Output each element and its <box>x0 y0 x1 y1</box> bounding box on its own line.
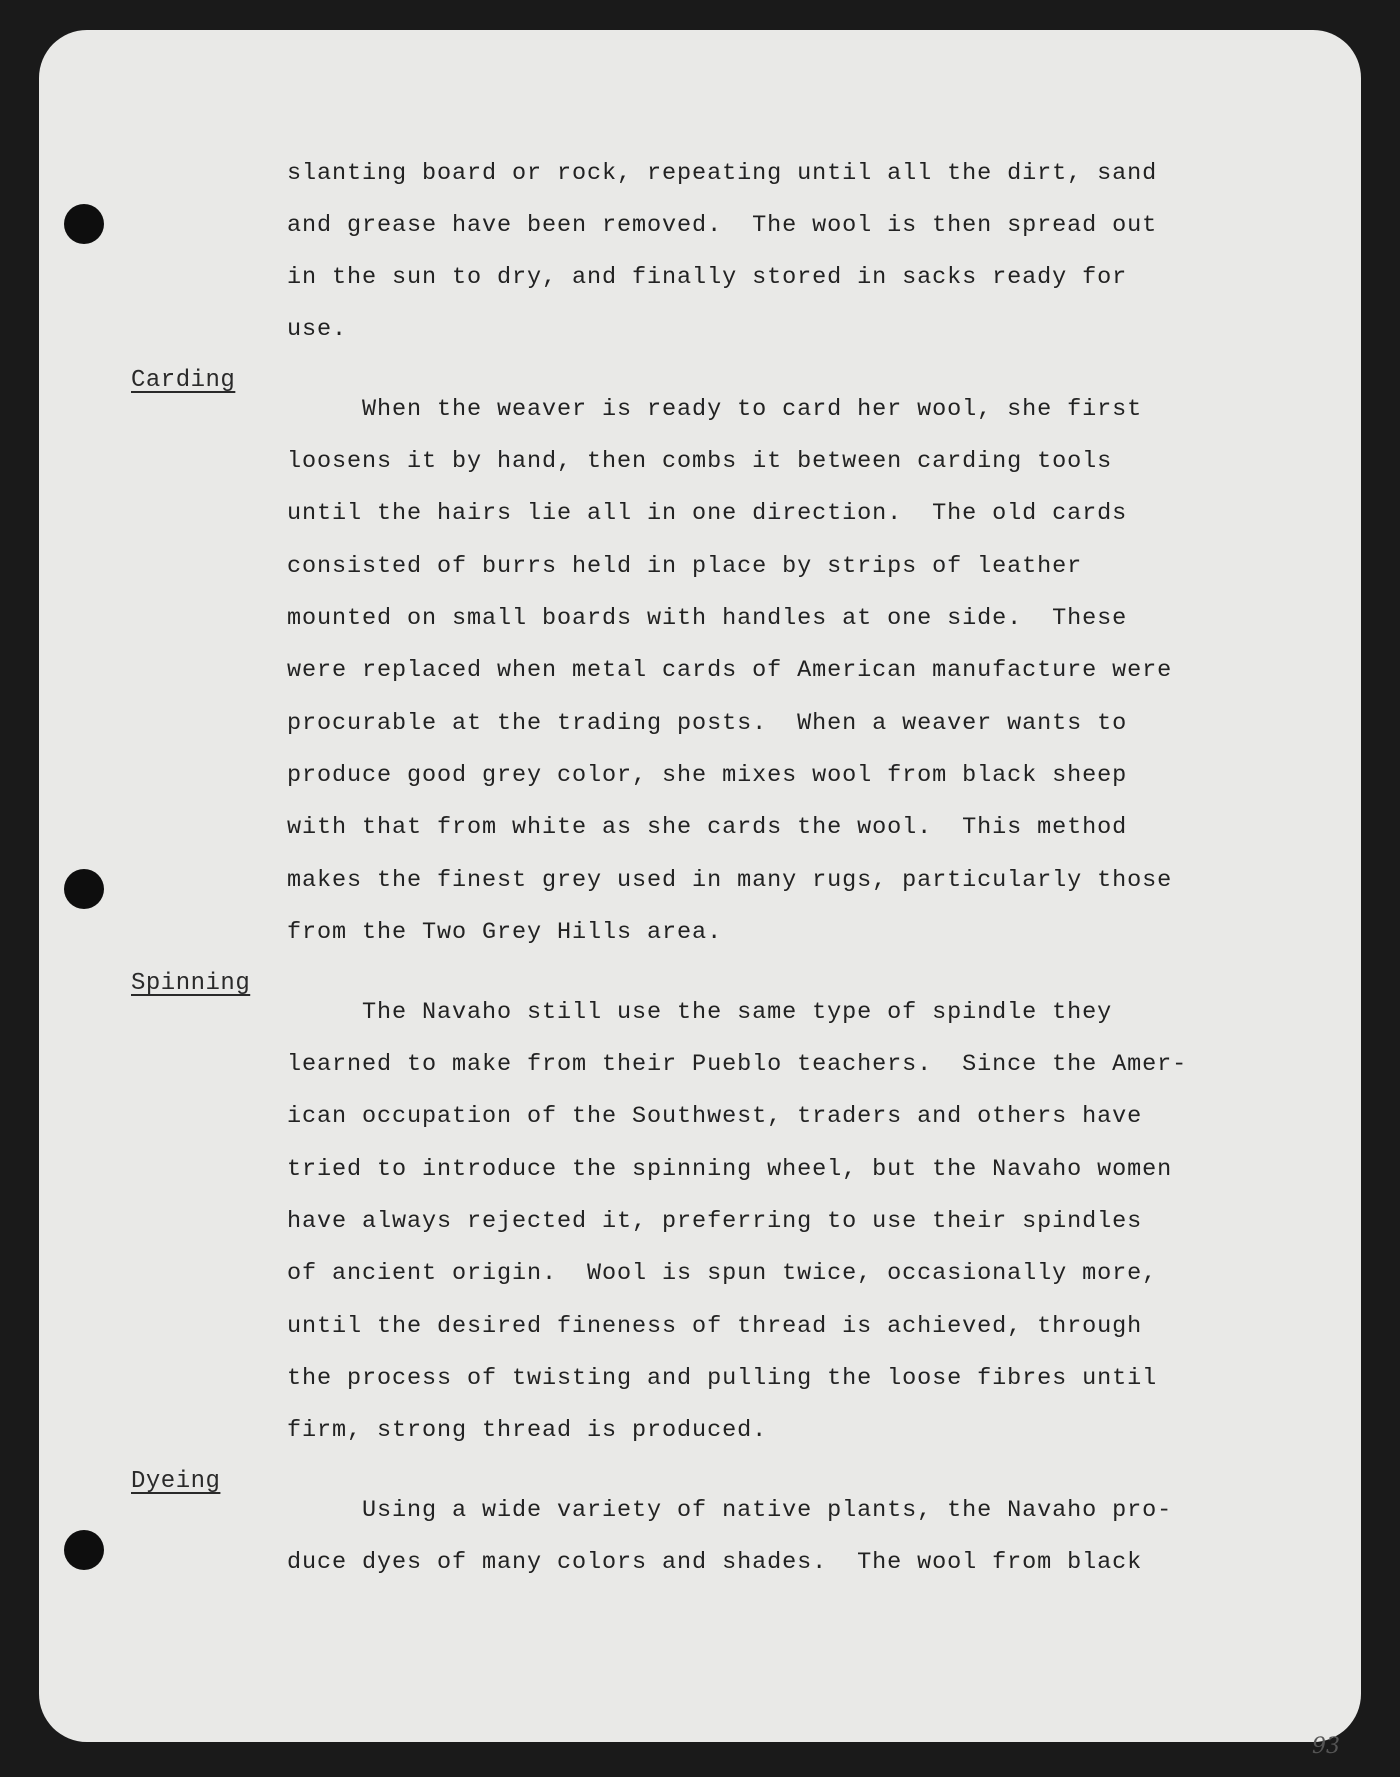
text-line: tried to introduce the spinning wheel, but the Navaho women <box>287 1156 1173 1183</box>
text-line: procurable at the trading posts. When a weaver wants to <box>287 710 1128 737</box>
text-line: were replaced when metal cards of American manufacture were <box>287 657 1173 684</box>
text-line: The Navaho still use the same type of spindle they <box>287 999 1113 1026</box>
text-line: firm, strong thread is produced. <box>287 1417 768 1444</box>
text-line: from the Two Grey Hills area. <box>287 919 723 946</box>
text-line: makes the finest grey used in many rugs, particularly those <box>287 867 1173 894</box>
text-line: When the weaver is ready to card her wool, she first <box>287 396 1143 423</box>
binder-hole-middle <box>64 869 104 909</box>
text-line: Using a wide variety of native plants, the Navaho pro- <box>287 1497 1173 1524</box>
text-line: produce good grey color, she mixes wool from black sheep <box>287 762 1128 789</box>
section-heading-spinning: Spinning <box>131 970 251 997</box>
text-line: consisted of burrs held in place by strips of leather <box>287 553 1083 580</box>
text-line: ican occupation of the Southwest, traders and others have <box>287 1103 1143 1130</box>
text-line: of ancient origin. Wool is spun twice, occasionally more, <box>287 1260 1158 1287</box>
text-line: duce dyes of many colors and shades. The wool from black <box>287 1549 1143 1576</box>
text-line: mounted on small boards with handles at one side. These <box>287 605 1128 632</box>
text-line: have always rejected it, preferring to use their spindles <box>287 1208 1143 1235</box>
binder-hole-top <box>64 204 104 244</box>
text-line: use. <box>287 316 348 343</box>
page-number: 93 <box>1312 1734 1340 1759</box>
text-line: the process of twisting and pulling the loose fibres until <box>287 1365 1158 1392</box>
text-line: until the desired fineness of thread is achieved, through <box>287 1313 1143 1340</box>
binder-hole-bottom <box>64 1530 104 1570</box>
text-line: learned to make from their Pueblo teachers. Since the Amer- <box>287 1051 1188 1078</box>
section-heading-carding: Carding <box>131 367 236 394</box>
text-line: slanting board or rock, repeating until all the dirt, sand <box>287 160 1158 187</box>
text-line: with that from white as she cards the wool. This method <box>287 814 1128 841</box>
text-line: and grease have been removed. The wool is then spread out <box>287 212 1158 239</box>
section-heading-dyeing: Dyeing <box>131 1468 221 1495</box>
text-line: in the sun to dry, and finally stored in sacks ready for <box>287 264 1128 291</box>
text-line: loosens it by hand, then combs it between carding tools <box>287 448 1113 475</box>
text-line: until the hairs lie all in one direction. The old cards <box>287 500 1128 527</box>
